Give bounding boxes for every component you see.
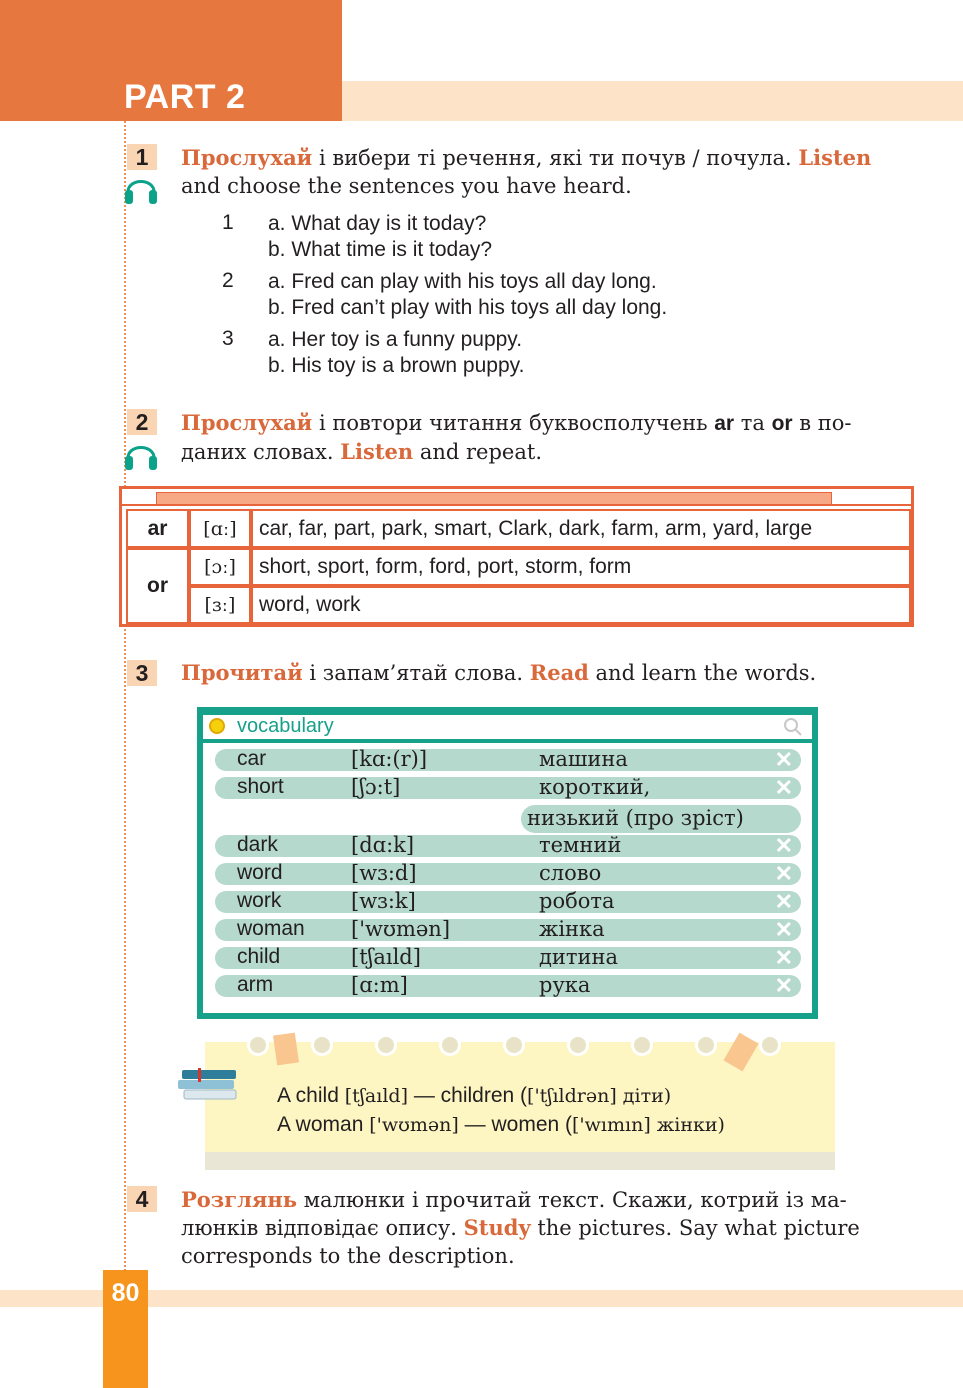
vocab-transcription: [dɑ:k] xyxy=(351,833,415,857)
option-group xyxy=(222,327,822,385)
exercise-1-instruction xyxy=(181,144,901,200)
exercise-3-instruction xyxy=(181,659,901,687)
instr-text: і запам’ятай слова. xyxy=(302,661,524,685)
margin-dotted-line xyxy=(124,121,126,1271)
vocab-transcription: [kɑ:(r)] xyxy=(351,747,428,771)
instr-highlight-en: Listen xyxy=(798,145,872,170)
option-a: a. What day is it today? xyxy=(268,212,487,235)
note-line-2 xyxy=(277,1110,725,1140)
note-transcription: ['tʃıldrən] діти) xyxy=(527,1085,672,1107)
exercise-2-instruction xyxy=(181,409,901,466)
binder-ring xyxy=(567,1034,589,1056)
instr-text: люнків відповідає опису. xyxy=(181,1216,457,1240)
page-number: 80 xyxy=(111,1279,140,1307)
vocab-transcription: [ʃɔ:t] xyxy=(351,775,401,799)
exercise-4-number: 4 xyxy=(127,1186,157,1212)
vocab-word: woman xyxy=(237,917,305,940)
instr-text-en: and learn the words. xyxy=(588,661,817,685)
option-b: b. His toy is a brown puppy. xyxy=(268,354,525,377)
table-label-or: or xyxy=(126,548,189,624)
letter-combination-table xyxy=(119,486,914,627)
close-icon[interactable]: ✕ xyxy=(774,775,793,800)
vocab-transcription: ['wʊmən] xyxy=(351,917,451,941)
instr-highlight-en: Study xyxy=(463,1215,531,1240)
headphones-icon xyxy=(123,438,159,472)
vocab-row xyxy=(215,835,801,857)
note-text: A child xyxy=(277,1084,345,1107)
vocab-translation: слово xyxy=(539,861,602,885)
close-icon[interactable]: ✕ xyxy=(774,861,793,886)
instr-text-en: corresponds to the description. xyxy=(181,1244,515,1268)
instr-text: і вибери ті речення, які ти почув / почула. xyxy=(312,146,792,170)
instr-highlight: Розглянь xyxy=(181,1187,298,1212)
vocab-row xyxy=(215,919,801,941)
option-number: 3 xyxy=(222,327,234,350)
close-icon[interactable]: ✕ xyxy=(774,917,793,942)
instr-text: і повтори читання буквосполучень xyxy=(312,411,715,435)
vocab-row xyxy=(215,975,801,997)
note-text: — children ( xyxy=(407,1084,528,1107)
vocab-translation: дитина xyxy=(539,945,619,969)
vocab-row xyxy=(215,891,801,913)
vocab-word: work xyxy=(237,889,282,912)
exercise-1-options xyxy=(222,211,822,385)
vocab-word: car xyxy=(237,747,267,770)
option-group xyxy=(222,211,822,269)
instr-text-en: and repeat. xyxy=(419,440,542,464)
note-shadow-edge xyxy=(205,1152,835,1170)
instr-highlight-en: Read xyxy=(529,660,589,685)
vocab-translation: робота xyxy=(539,889,615,913)
vocab-transcription: [wɜ:d] xyxy=(351,861,417,885)
instr-text: в по- xyxy=(792,411,852,435)
instr-highlight: Прочитай xyxy=(181,660,303,685)
vocabulary-panel xyxy=(197,707,818,1019)
note-text: — women ( xyxy=(458,1113,573,1136)
headphones-icon xyxy=(123,172,159,206)
note-transcription: ['wımın] жінки) xyxy=(572,1114,725,1136)
close-icon[interactable]: ✕ xyxy=(774,889,793,914)
table-sound-or-1: [ɔː] xyxy=(189,548,251,586)
table-words-or-2: word, work xyxy=(251,586,911,624)
close-icon[interactable]: ✕ xyxy=(774,973,793,998)
vocab-row xyxy=(215,749,801,771)
binder-ring xyxy=(695,1034,717,1056)
vocab-row-continuation xyxy=(521,805,801,833)
search-icon[interactable] xyxy=(783,717,803,737)
header-stripe xyxy=(342,81,963,121)
instr-highlight: Прослухай xyxy=(181,410,313,435)
binder-ring xyxy=(631,1034,653,1056)
table-words-or-1: short, sport, form, ford, port, storm, form xyxy=(251,548,911,586)
part-title: PART 2 xyxy=(124,78,246,116)
instr-text: даних словах. xyxy=(181,440,334,464)
option-b: b. What time is it today? xyxy=(268,238,493,261)
vocab-transcription: [wɜ:k] xyxy=(351,889,416,913)
vocab-translation: темний xyxy=(539,833,622,857)
vocab-transcription: [ɑ:m] xyxy=(351,973,408,997)
vocab-word: short xyxy=(237,775,284,798)
table-label-ar: ar xyxy=(126,509,189,548)
note-line-1 xyxy=(277,1081,671,1111)
instr-text-en: and choose the sentences you have heard. xyxy=(181,174,632,198)
instr-highlight-en: Listen xyxy=(340,439,414,464)
exercise-3-number: 3 xyxy=(127,660,157,686)
instr-text: малюнки і прочитай текст. Скажи, котрий із ма- xyxy=(297,1188,847,1212)
note-transcription: ['wʊmən] xyxy=(369,1114,459,1136)
table-sound-ar: [ɑː] xyxy=(189,509,251,548)
exercise-4-instruction xyxy=(181,1186,901,1270)
tape-strip xyxy=(273,1033,299,1066)
vocabulary-title: vocabulary xyxy=(237,715,334,737)
vocab-translation: рука xyxy=(539,973,591,997)
note-transcription: [tʃaıld] xyxy=(344,1085,408,1107)
vocab-translation: низький (про зріст) xyxy=(527,806,744,830)
vocabulary-search-bar[interactable] xyxy=(203,715,812,743)
close-icon[interactable]: ✕ xyxy=(774,833,793,858)
instr-highlight: Прослухай xyxy=(181,145,313,170)
binder-ring xyxy=(375,1034,397,1056)
vocab-word: arm xyxy=(237,973,274,996)
option-a: a. Fred can play with his toys all day long. xyxy=(268,270,657,293)
vocab-transcription: [tʃaıld] xyxy=(351,945,421,969)
binder-ring xyxy=(247,1034,269,1056)
table-words-ar: car, far, part, park, smart, Clark, dark, farm, arm, yard, large xyxy=(251,509,911,548)
option-number: 1 xyxy=(222,211,234,234)
vocab-translation: машина xyxy=(539,747,628,771)
option-group xyxy=(222,269,822,327)
grammar-note-card xyxy=(205,1042,835,1170)
table-divider xyxy=(122,504,911,506)
option-b: b. Fred can’t play with his toys all day long. xyxy=(268,296,668,319)
close-icon[interactable]: ✕ xyxy=(774,747,793,772)
vocab-word: dark xyxy=(237,833,278,856)
note-text: A woman xyxy=(277,1113,370,1136)
vocab-word: child xyxy=(237,945,281,968)
vocab-row xyxy=(215,947,801,969)
binder-ring xyxy=(439,1034,461,1056)
option-a: a. Her toy is a funny puppy. xyxy=(268,328,523,351)
instr-text-en: the pictures. Say what picture xyxy=(530,1216,860,1240)
vocab-row xyxy=(215,777,801,799)
vocab-translation: короткий, xyxy=(539,775,651,799)
exercise-2-number: 2 xyxy=(127,409,157,435)
vocab-word: word xyxy=(237,861,283,884)
option-number: 2 xyxy=(222,269,234,292)
table-sound-or-2: [ɜː] xyxy=(189,586,251,624)
letters-or: or xyxy=(771,412,793,435)
books-icon xyxy=(178,1066,238,1106)
binder-ring xyxy=(503,1034,525,1056)
close-icon[interactable]: ✕ xyxy=(774,945,793,970)
vocab-row xyxy=(215,863,801,885)
instr-text: та xyxy=(734,411,772,435)
vocabulary-logo-icon xyxy=(209,718,225,734)
binder-ring xyxy=(759,1034,781,1056)
letters-ar: ar xyxy=(714,412,735,435)
vocab-translation: жінка xyxy=(539,917,605,941)
tape-strip xyxy=(723,1033,758,1072)
vocabulary-inner xyxy=(203,715,812,1013)
exercise-1-number: 1 xyxy=(127,144,157,170)
binder-ring xyxy=(311,1034,333,1056)
